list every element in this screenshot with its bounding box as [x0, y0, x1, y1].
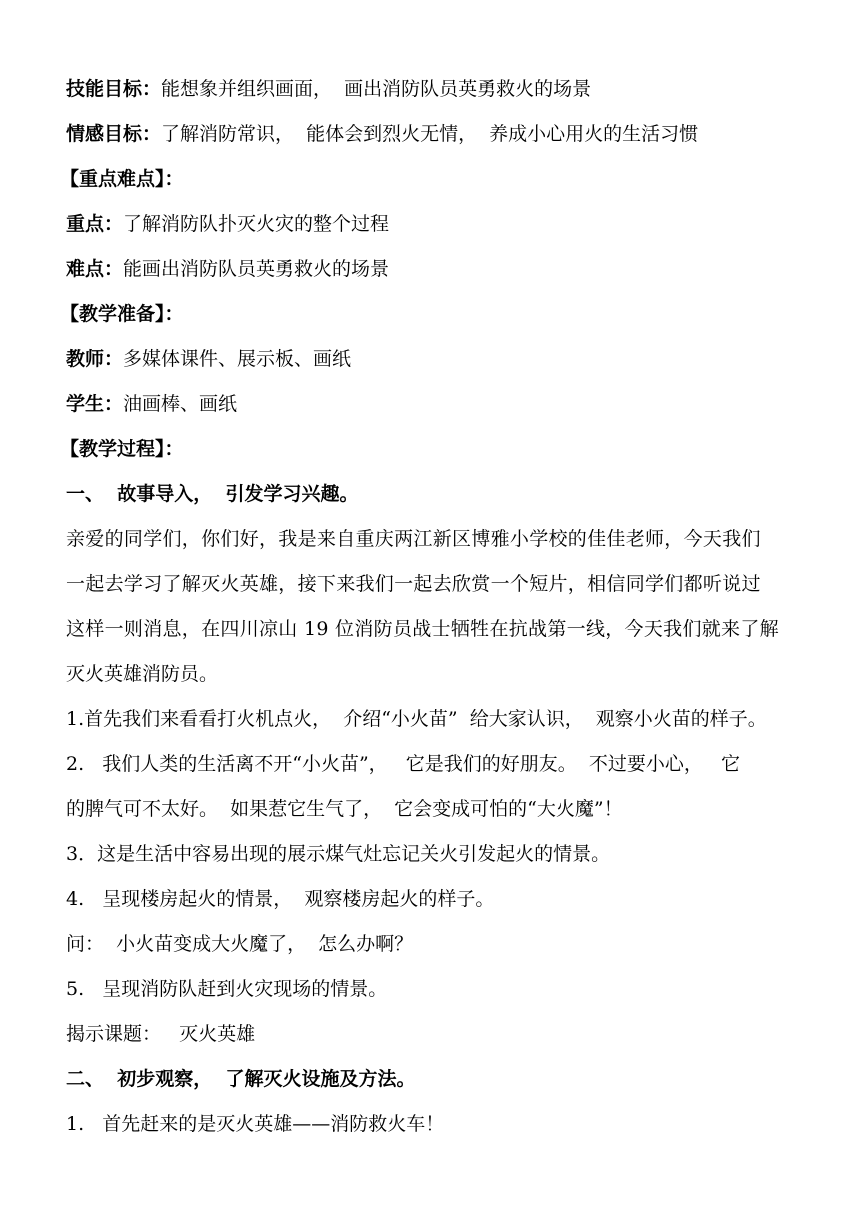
skill-objective-line	[66, 77, 591, 101]
skill-objective-label: 技能目标：	[66, 78, 162, 100]
skill-objective-text: 能想象并组织画面， 画出消防队员英勇救火的场景	[161, 78, 592, 100]
teacher-text: 多媒体课件、展示板、画纸	[123, 348, 352, 370]
student-line	[66, 392, 237, 416]
key-points-heading: 【重点难点】：	[60, 168, 184, 190]
student-text: 油画棒、画纸	[123, 393, 238, 415]
step-1: 1.首先我们来看看打火机点火， 介绍“小火苗” 给大家认识， 观察小火苗的样子。	[66, 708, 767, 730]
preparation-heading: 【教学准备】：	[60, 303, 184, 325]
difficulty-label: 难点：	[66, 258, 124, 280]
section1-title: 一、 故事导入， 引发学习兴趣。	[66, 483, 359, 505]
student-label: 学生：	[66, 393, 124, 415]
emotion-objective-text: 了解消防常识， 能体会到烈火无情， 养成小心用火的生活习惯	[161, 123, 699, 145]
section2-step-1: 1. 首先赶来的是灭火英雄——消防救火车！	[66, 1113, 445, 1135]
focus-text: 了解消防队扑灭火灾的整个过程	[123, 213, 390, 235]
step-4: 4. 呈现楼房起火的情景， 观察楼房起火的样子。	[66, 888, 495, 910]
intro-line: 一起去学习了解灭火英雄，接下来我们一起去欣赏一个短片，相信同学们都听说过	[66, 573, 761, 595]
focus-label: 重点：	[66, 213, 124, 235]
step-2-line-2: 的脾气可不太好。 如果惹它生气了， 它会变成可怕的“大火魔”！	[66, 798, 623, 820]
intro-line: 这样一则消息，在四川凉山 19 位消防员战士牺牲在抗战第一线，今天我们就来了解	[66, 618, 779, 640]
process-heading: 【教学过程】：	[60, 438, 184, 460]
step-2-line-1: 2. 我们人类的生活离不开“小火苗”， 它是我们的好朋友。 不过要小心， 它	[66, 753, 740, 775]
step-3: 3．这是生活中容易出现的展示煤气灶忘记关火引发起火的情景。	[66, 843, 611, 865]
intro-line: 亲爱的同学们，你们好，我是来自重庆两江新区博雅小学校的佳佳老师，今天我们	[66, 528, 761, 550]
intro-line: 灭火英雄消防员。	[66, 663, 219, 685]
focus-line	[66, 212, 389, 236]
emotion-objective-label: 情感目标：	[66, 123, 162, 145]
difficulty-line	[66, 257, 389, 281]
step-5: 5. 呈现消防队赶到火灾现场的情景。	[66, 978, 388, 1000]
reveal-topic: 揭示课题： 灭火英雄	[66, 1023, 256, 1045]
emotion-objective-line	[66, 122, 698, 146]
section2-title: 二、 初步观察， 了解灭火设施及方法。	[66, 1068, 416, 1090]
teacher-line	[66, 347, 351, 371]
question-line: 问： 小火苗变成大火魔了， 怎么办啊？	[66, 933, 414, 955]
teacher-label: 教师：	[66, 348, 124, 370]
difficulty-text: 能画出消防队员英勇救火的场景	[123, 258, 390, 280]
